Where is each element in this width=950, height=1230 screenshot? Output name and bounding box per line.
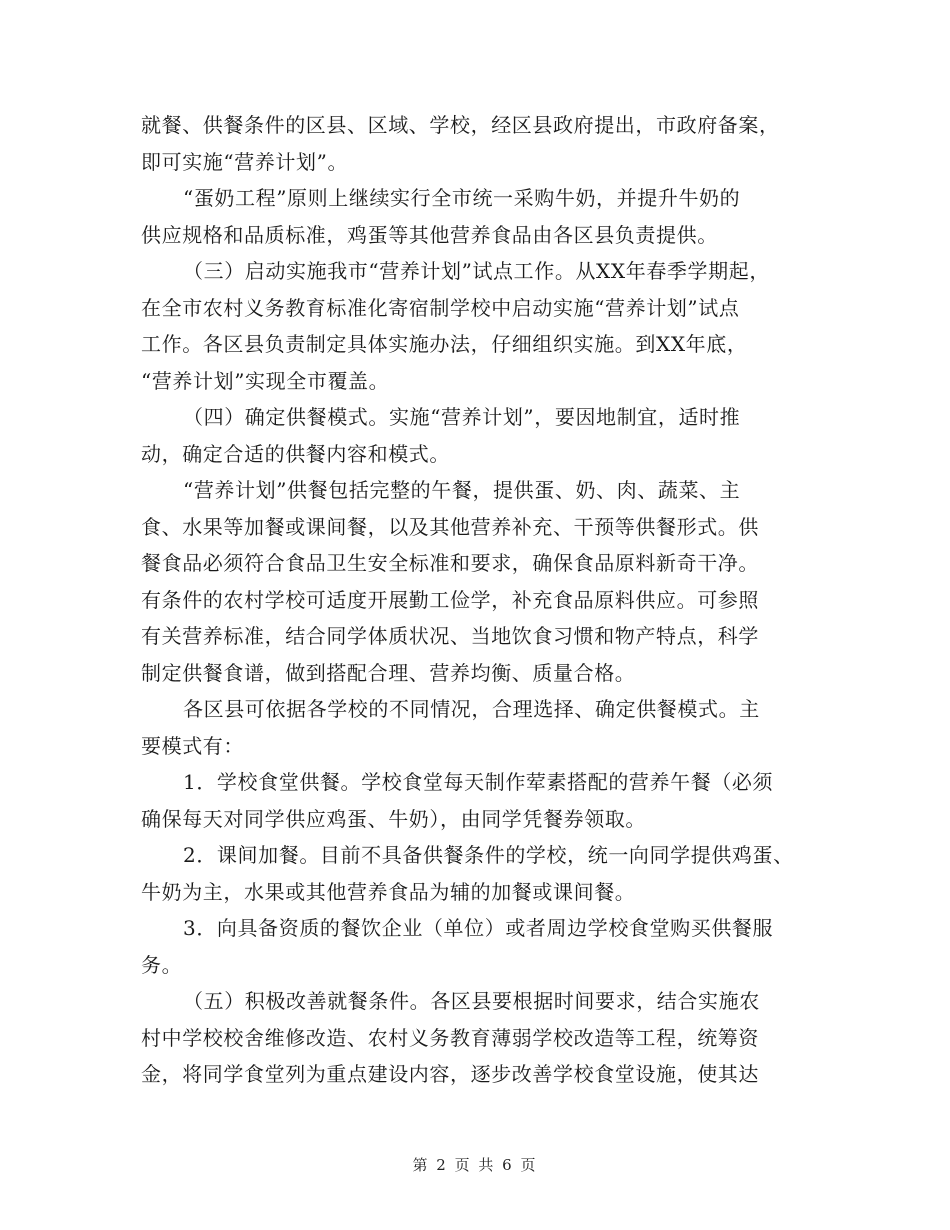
text-line: 就餐、供餐条件的区县、区域、学校，经区县政府提出，市政府备案，	[141, 113, 780, 137]
text-line: 制定供餐食谱，做到搭配合理、营养均衡、质量合格。	[141, 660, 636, 685]
section-heading-line: （四）确定供餐模式。实施“营养计划”，要因地制宜，适时推	[183, 405, 741, 429]
paragraph-start-line: “营养计划”供餐包括完整的午餐，提供蛋、奶、肉、蔬菜、主	[183, 478, 741, 502]
text-line: 要模式有：	[141, 733, 244, 758]
text-line: “营养计划”实现全市覆盖。	[141, 368, 390, 393]
list-item-line: 1．学校食堂供餐。学校食堂每天制作荤素搭配的营养午餐（必须	[183, 770, 774, 794]
paragraph-start-line: “蛋奶工程”原则上继续实行全市统一采购牛奶，并提升牛奶的	[183, 186, 741, 210]
text-line: 务。	[141, 952, 183, 977]
text-line: 供应规格和品质标准，鸡蛋等其他营养食品由各区县负责提供。	[141, 222, 718, 247]
list-item-line: 3．向具备资质的餐饮企业（单位）或者周边学校食堂购买供餐服	[183, 916, 774, 940]
text-line: 有条件的农村学校可适度开展勤工俭学，补充食品原料供应。可参照	[141, 587, 759, 612]
page-number-footer: 第 2 页 共 6 页	[412, 1156, 538, 1174]
text-line: 金，将同学食堂列为重点建设内容，逐步改善学校食堂设施，使其达	[141, 1062, 759, 1086]
section-heading-line: （五）积极改善就餐条件。各区县要根据时间要求，结合实施农	[183, 989, 760, 1013]
document-body	[141, 107, 821, 1093]
text-line: 即可实施“营养计划”。	[141, 149, 349, 174]
text-line: 有关营养标准，结合同学体质状况、当地饮食习惯和物产特点，科学	[141, 624, 759, 648]
text-line: 食、水果等加餐或课间餐，以及其他营养补充、干预等供餐形式。供	[141, 514, 759, 539]
list-item-line: 2．课间加餐。目前不具备供餐条件的学校，统一向同学提供鸡蛋、	[183, 843, 794, 867]
text-line: 牛奶为主，水果或其他营养食品为辅的加餐或课间餐。	[141, 879, 636, 904]
text-line: 确保每天对同学供应鸡蛋、牛奶），由同学凭餐券领取。	[141, 806, 646, 831]
section-heading-line: （三）启动实施我市“营养计划”试点工作。从XX年春季学期起，	[183, 259, 770, 283]
text-line: 餐食品必须符合食品卫生安全标准和要求，确保食品原料新奇干净。	[141, 551, 759, 575]
text-line: 动，确定合适的供餐内容和模式。	[141, 441, 450, 466]
text-line: 工作。各区县负责制定具体实施办法，仔细组织实施。到XX年底，	[141, 332, 748, 356]
text-line: 村中学校校舍维修改造、农村义务教育薄弱学校改造等工程，统筹资	[141, 1025, 759, 1050]
paragraph-start-line: 各区县可依据各学校的不同情况，合理选择、确定供餐模式。主	[183, 697, 760, 721]
text-line: 在全市农村义务教育标准化寄宿制学校中启动实施“营养计划”试点	[141, 295, 740, 320]
